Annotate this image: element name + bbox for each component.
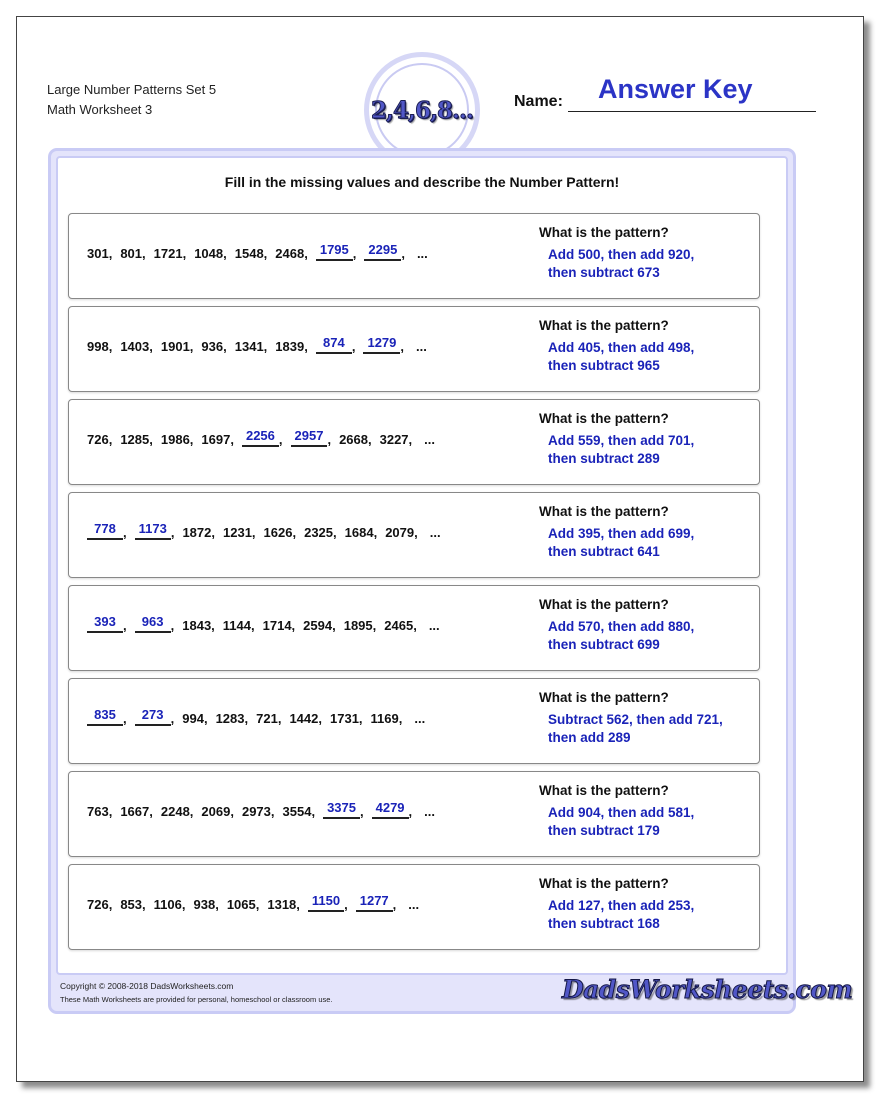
filled-blank: 3375 <box>323 799 360 819</box>
answer-key-label: Answer Key <box>598 74 753 104</box>
sequence-term: 2668 <box>339 432 368 447</box>
separator: , <box>189 804 194 819</box>
pattern-answer-line: then subtract 699 <box>548 637 660 652</box>
separator: , <box>244 711 249 726</box>
sequence-term: 1901 <box>160 339 190 354</box>
pattern-answer <box>548 711 748 747</box>
sequence-ellipsis: ... <box>408 897 420 912</box>
separator: , <box>223 246 227 261</box>
sequence-term: 1731 <box>330 711 359 726</box>
sequence-term: 2465 <box>384 618 414 633</box>
sequence-term: 1843 <box>182 618 212 633</box>
separator: , <box>292 525 297 540</box>
sequence-term: 1169 <box>370 711 399 726</box>
sequence-term: 1697 <box>201 432 231 447</box>
filled-blank: 778 <box>87 520 123 540</box>
sequence-term: 1895 <box>343 618 373 633</box>
sequence-term: 938 <box>193 897 216 912</box>
sequence-term: 853 <box>120 897 143 912</box>
pattern-question: What is the pattern? <box>539 783 669 798</box>
separator: , <box>251 618 255 633</box>
sequence-term: 1548 <box>234 246 264 261</box>
separator: , <box>123 618 127 633</box>
separator: , <box>270 804 275 819</box>
separator: , <box>203 711 208 726</box>
number-sequence <box>87 334 427 354</box>
sequence-ellipsis: ... <box>416 339 427 354</box>
filled-blank: 874 <box>316 334 352 354</box>
separator: , <box>351 339 356 354</box>
sequence-ellipsis: ... <box>429 525 441 540</box>
pattern-answer-line: Add 904, then add 581, <box>548 805 695 820</box>
pattern-answer-line: then subtract 673 <box>548 265 660 280</box>
sequence-term: 3227 <box>379 432 409 447</box>
filled-blank: 1173 <box>135 520 171 540</box>
filled-blank: 1150 <box>308 892 344 912</box>
pattern-answer-line: then subtract 289 <box>548 451 660 466</box>
pattern-answer <box>548 246 748 282</box>
number-sequence <box>87 520 441 540</box>
sequence-term: 998 <box>87 339 109 354</box>
separator: , <box>170 525 175 540</box>
sequence-term: 1839 <box>275 339 305 354</box>
number-sequence <box>87 613 440 633</box>
filled-blank: 2295 <box>364 241 401 261</box>
separator: , <box>170 618 175 633</box>
separator: , <box>367 432 372 447</box>
separator: , <box>108 246 113 261</box>
filled-blank: 835 <box>87 706 123 726</box>
pattern-question: What is the pattern? <box>539 690 669 705</box>
pattern-answer-line: Add 570, then add 880, <box>548 619 695 634</box>
problem-box <box>68 864 760 950</box>
separator: , <box>358 711 363 726</box>
separator: , <box>230 432 234 447</box>
separator: , <box>123 525 127 540</box>
separator: , <box>311 804 316 819</box>
pattern-answer <box>548 525 748 561</box>
brand-logo: DadsWorksheets.com <box>562 975 853 1004</box>
separator: , <box>211 525 215 540</box>
separator: , <box>230 804 234 819</box>
separator: , <box>182 246 187 261</box>
sequence-term: 721 <box>256 711 278 726</box>
separator: , <box>401 246 405 261</box>
sequence-term: 1065 <box>226 897 256 912</box>
problem-box <box>68 678 760 764</box>
problem-box <box>68 399 760 485</box>
separator: , <box>108 804 113 819</box>
separator: , <box>263 339 268 354</box>
sequence-term: 726 <box>87 432 109 447</box>
sequence-term: 1231 <box>223 525 252 540</box>
filled-blank: 2957 <box>291 427 328 447</box>
pattern-answer-line: Add 395, then add 699, <box>548 526 695 541</box>
sequence-term: 1872 <box>182 525 212 540</box>
sequence-term: 2325 <box>304 525 334 540</box>
sequence-term: 1986 <box>160 432 190 447</box>
pattern-answer-line: Add 500, then add 920, <box>548 247 695 262</box>
pattern-answer-line: Add 127, then add 253, <box>548 898 695 913</box>
filled-blank: 2256 <box>242 427 279 447</box>
name-label: Name: <box>514 93 563 110</box>
problem-box <box>68 585 760 671</box>
separator: , <box>278 432 283 447</box>
separator: , <box>108 897 113 912</box>
separator: , <box>291 618 296 633</box>
separator: , <box>333 525 337 540</box>
sequence-term: 2468 <box>275 246 305 261</box>
separator: , <box>189 432 194 447</box>
sequence-term: 994 <box>182 711 204 726</box>
sequence-term: 1721 <box>153 246 183 261</box>
sequence-term: 2079 <box>385 525 415 540</box>
number-sequence <box>87 892 419 912</box>
sequence-term: 1442 <box>289 711 319 726</box>
separator: , <box>251 525 256 540</box>
separator: , <box>332 618 336 633</box>
pattern-answer <box>548 804 748 840</box>
worksheet-title: Large Number Patterns Set 5 <box>47 82 217 97</box>
sequence-term: 1341 <box>234 339 264 354</box>
sequence-ellipsis: ... <box>424 804 435 819</box>
sequence-term: 1106 <box>153 897 182 912</box>
filled-blank: 1277 <box>356 892 393 912</box>
sequence-term: 936 <box>201 339 224 354</box>
separator: , <box>400 339 405 354</box>
separator: , <box>304 246 308 261</box>
pattern-question: What is the pattern? <box>539 225 669 240</box>
separator: , <box>327 432 332 447</box>
separator: , <box>211 618 215 633</box>
separator: , <box>149 804 153 819</box>
number-sequence <box>87 706 425 726</box>
separator: , <box>408 432 413 447</box>
sequence-term: 2594 <box>303 618 333 633</box>
separator: , <box>372 618 377 633</box>
separator: , <box>414 525 418 540</box>
sequence-term: 1626 <box>263 525 293 540</box>
sequence-term: 801 <box>120 246 143 261</box>
separator: , <box>304 339 308 354</box>
sequence-ellipsis: ... <box>428 618 440 633</box>
sequence-term: 763 <box>87 804 109 819</box>
sequence-term: 1714 <box>262 618 292 633</box>
separator: , <box>318 711 322 726</box>
separator: , <box>215 897 219 912</box>
logo-text: 2,4,6,8... <box>370 96 474 124</box>
separator: , <box>142 897 146 912</box>
sequence-ellipsis: ... <box>414 711 426 726</box>
separator: , <box>149 339 153 354</box>
worksheet-subtitle: Math Worksheet 3 <box>47 102 153 117</box>
problem-box <box>68 771 760 857</box>
separator: , <box>344 897 348 912</box>
problem-box <box>68 306 760 392</box>
sequence-term: 2248 <box>160 804 190 819</box>
separator: , <box>277 711 282 726</box>
pattern-question: What is the pattern? <box>539 318 669 333</box>
separator: , <box>408 804 413 819</box>
sequence-ellipsis: ... <box>424 432 435 447</box>
problem-box <box>68 492 760 578</box>
sequence-term: 1684 <box>344 525 374 540</box>
pattern-answer <box>548 339 748 375</box>
pattern-question: What is the pattern? <box>539 597 669 612</box>
sequence-ellipsis: ... <box>416 246 428 261</box>
usage-notice: These Math Worksheets are provided for personal, homeschool or classroom use. <box>60 995 333 1004</box>
sequence-term: 301 <box>87 246 109 261</box>
pattern-question: What is the pattern? <box>539 411 669 426</box>
filled-blank: 1795 <box>316 241 353 261</box>
sequence-term: 1285 <box>120 432 150 447</box>
number-sequence <box>87 241 428 261</box>
sequence-term: 1318 <box>267 897 297 912</box>
separator: , <box>123 711 127 726</box>
separator: , <box>359 804 364 819</box>
separator: , <box>170 711 175 726</box>
separator: , <box>223 339 227 354</box>
pattern-answer <box>548 432 748 468</box>
name-line <box>568 111 816 112</box>
pattern-answer <box>548 618 748 654</box>
separator: , <box>189 339 194 354</box>
separator: , <box>263 246 268 261</box>
filled-blank: 4279 <box>372 799 409 819</box>
separator: , <box>296 897 300 912</box>
separator: , <box>142 246 146 261</box>
sequence-term: 1667 <box>120 804 150 819</box>
sequence-term: 1403 <box>120 339 150 354</box>
number-sequence <box>87 427 435 447</box>
pattern-answer-line: then add 289 <box>548 730 631 745</box>
problem-box <box>68 213 760 299</box>
separator: , <box>255 897 260 912</box>
separator: , <box>373 525 378 540</box>
pattern-answer-line: Subtract 562, then add 721, <box>548 712 723 727</box>
separator: , <box>108 339 113 354</box>
filled-blank: 393 <box>87 613 123 633</box>
filled-blank: 963 <box>135 613 171 633</box>
copyright-text: Copyright © 2008-2018 DadsWorksheets.com <box>60 981 234 991</box>
separator: , <box>413 618 417 633</box>
separator: , <box>149 432 153 447</box>
number-sequence <box>87 799 435 819</box>
filled-blank: 1279 <box>363 334 400 354</box>
separator: , <box>392 897 397 912</box>
sequence-term: 2973 <box>241 804 271 819</box>
pattern-answer-line: then subtract 965 <box>548 358 660 373</box>
pattern-answer <box>548 897 748 933</box>
pattern-answer-line: Add 405, then add 498, <box>548 340 695 355</box>
sequence-term: 2069 <box>201 804 231 819</box>
separator: , <box>352 246 357 261</box>
instructions: Fill in the missing values and describe the Number Pattern! <box>224 174 620 190</box>
sequence-term: 1283 <box>215 711 245 726</box>
sequence-term: 1144 <box>222 618 251 633</box>
sequence-term: 726 <box>87 897 109 912</box>
separator: , <box>181 897 186 912</box>
separator: , <box>398 711 403 726</box>
pattern-question: What is the pattern? <box>539 876 669 891</box>
sequence-term: 1048 <box>194 246 224 261</box>
separator: , <box>108 432 113 447</box>
sequence-term: 3554 <box>282 804 312 819</box>
pattern-answer-line: Add 559, then add 701, <box>548 433 695 448</box>
logo-badge-inner <box>370 63 474 157</box>
pattern-question: What is the pattern? <box>539 504 669 519</box>
pattern-answer-line: then subtract 168 <box>548 916 660 931</box>
filled-blank: 273 <box>135 706 171 726</box>
pattern-answer-line: then subtract 179 <box>548 823 660 838</box>
pattern-answer-line: then subtract 641 <box>548 544 660 559</box>
